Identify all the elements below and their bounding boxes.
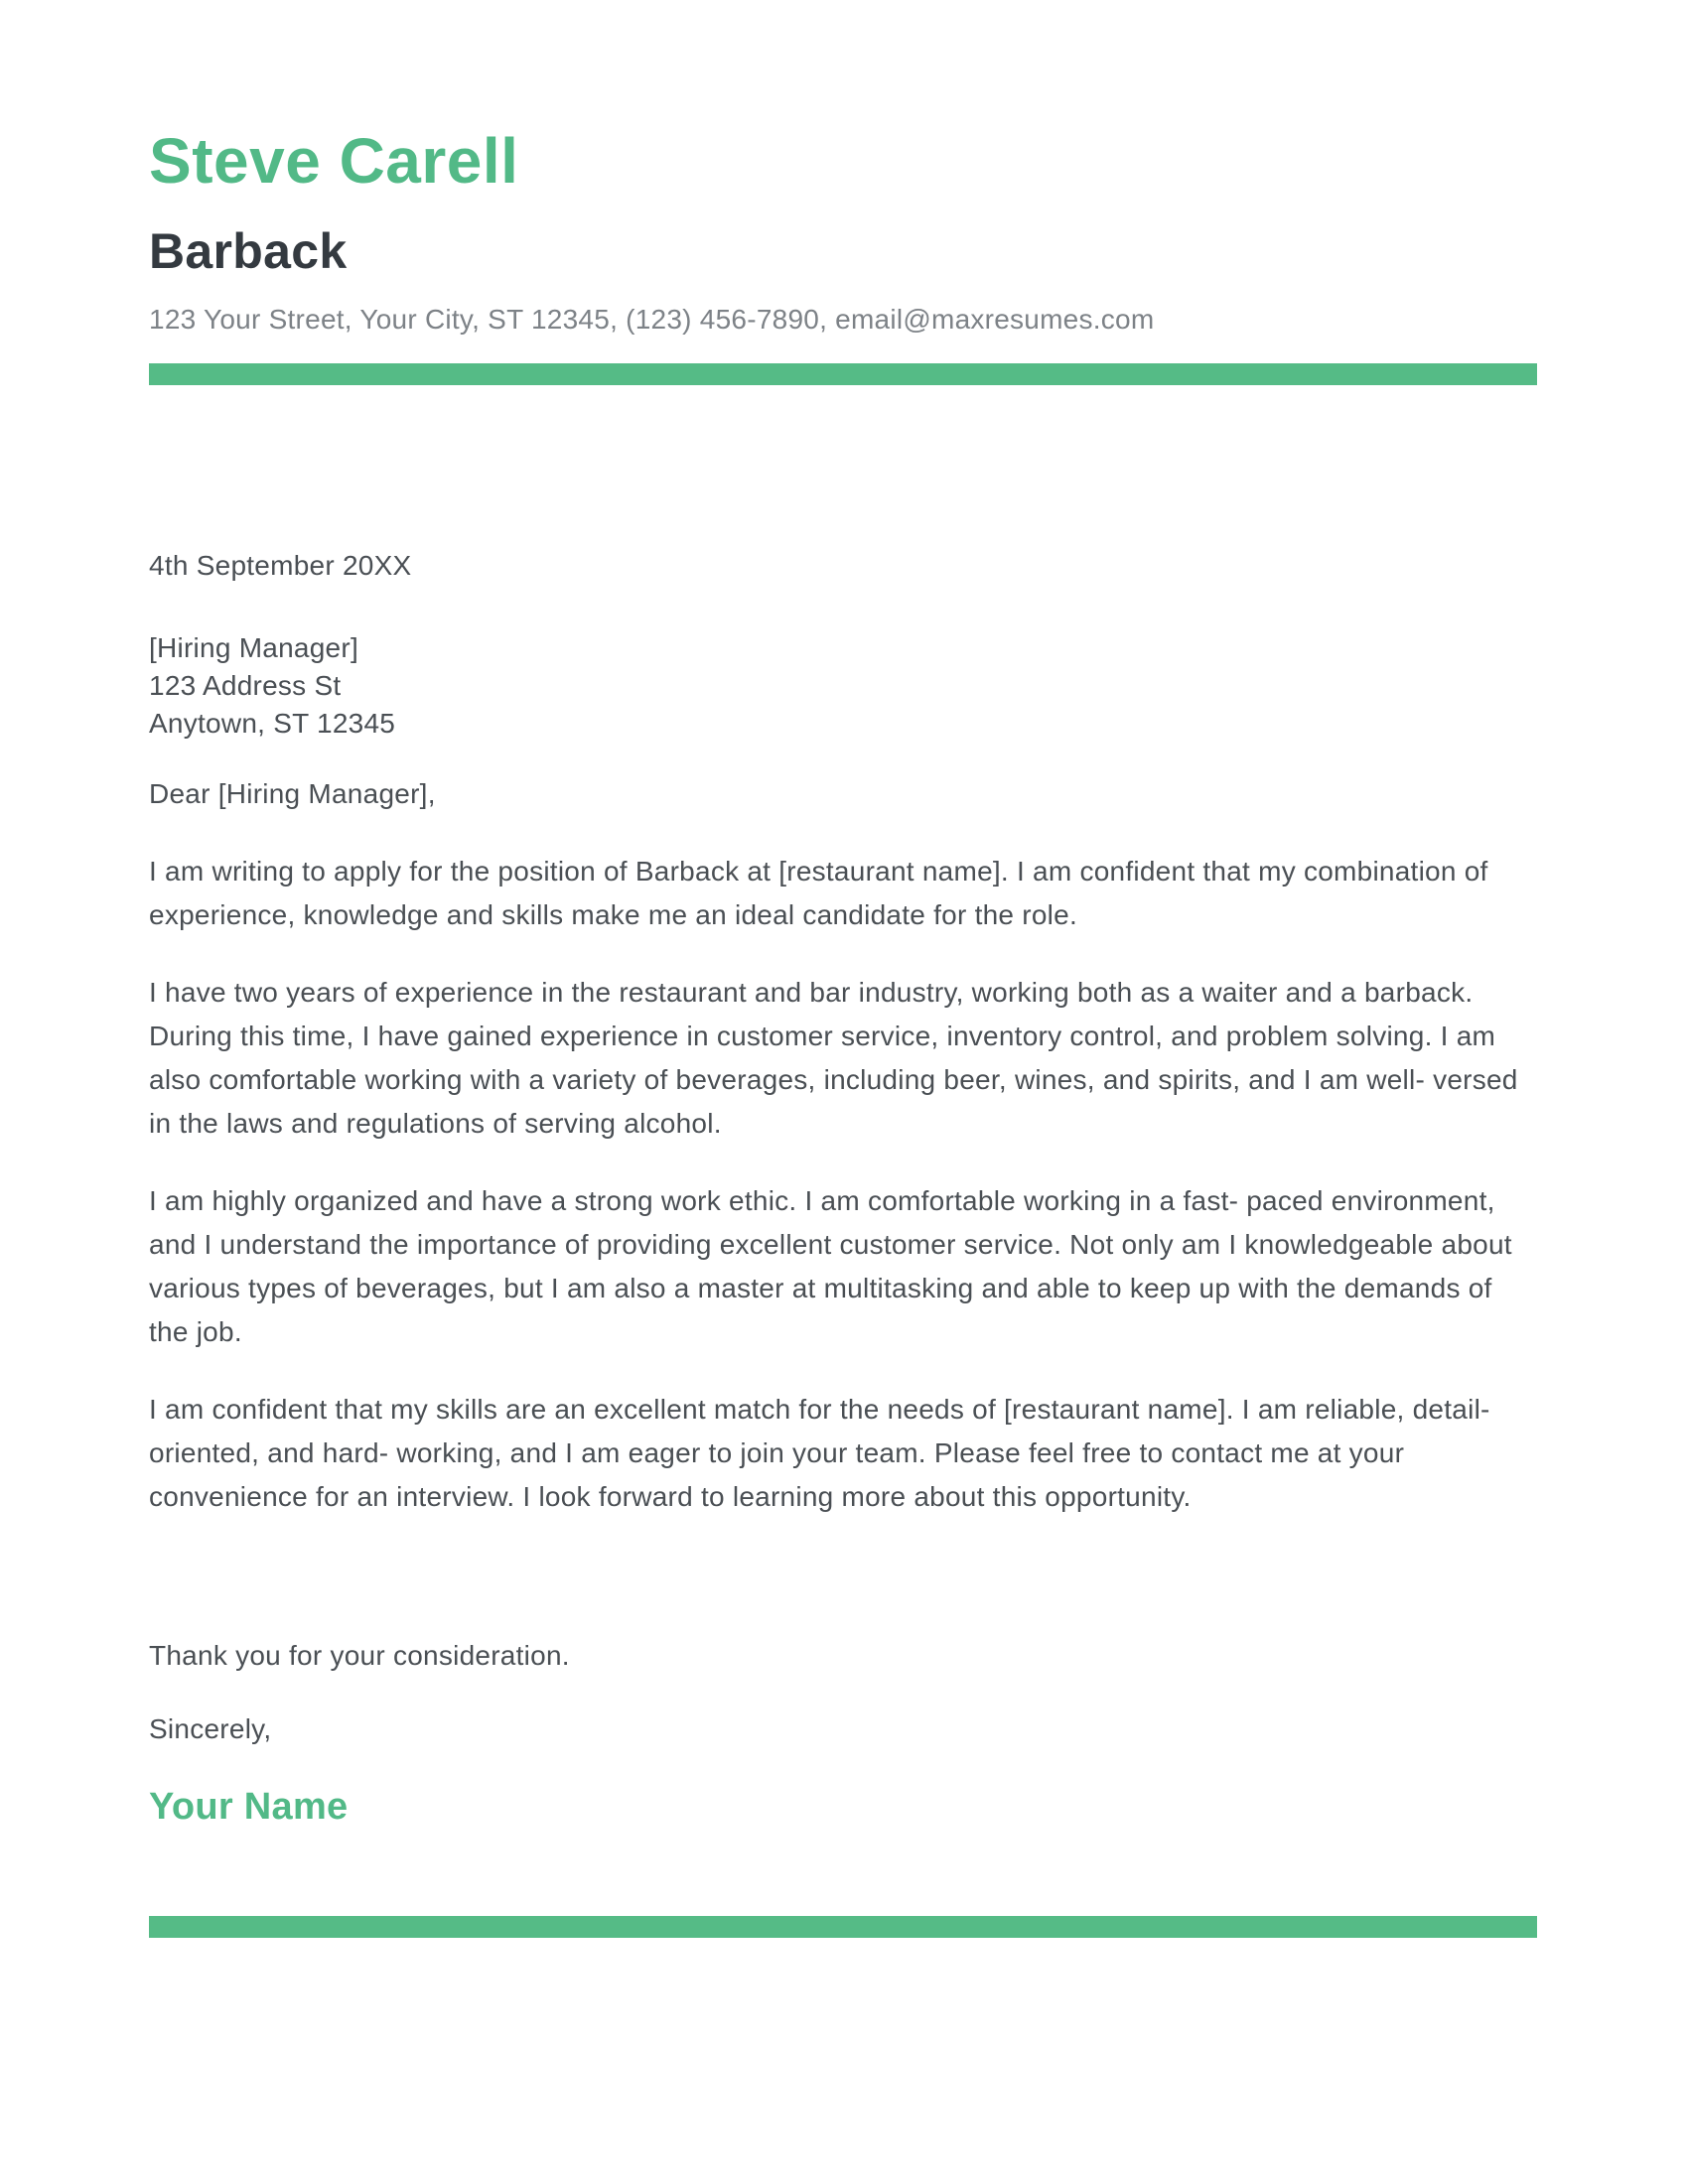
salutation: Dear [Hiring Manager],: [149, 778, 436, 809]
body-paragraph: I am confident that my skills are an excellent match for the needs of [restaurant name]. I am reliable, detail- oriented, and hard- working, and I am eager to join your team. Please feel free to contact me at your convenience for an interview. I look forward to learning more about this opportunity.: [149, 1394, 1490, 1512]
candidate-name: Steve Carell: [149, 125, 519, 197]
recipient-line: [Hiring Manager]: [149, 632, 358, 663]
recipient-line: Anytown, ST 12345: [149, 708, 396, 739]
divider-bar-top: [149, 363, 1537, 385]
thanks-line: Thank you for your consideration.: [149, 1640, 570, 1671]
divider-bar-bottom: [149, 1916, 1537, 1938]
letter-header: [149, 125, 1537, 385]
body-paragraph: I am highly organized and have a strong work ethic. I am comfortable working in a fast- paced environment, and I understand the importance of providing excellent customer service. Not only am I knowledgeable about various types of beverages, but I am also a master at multitasking and able to keep up with the demands of the job.: [149, 1185, 1512, 1347]
recipient-block: [149, 629, 1537, 743]
job-title: Barback: [149, 223, 348, 279]
body-paragraph: I am writing to apply for the position of Barback at [restaurant name]. I am confident that my combination of experience, knowledge and skills make me an ideal candidate for the role.: [149, 856, 1488, 930]
letter-date: 4th September 20XX: [149, 550, 412, 581]
signature-name: Your Name: [149, 1786, 349, 1828]
contact-line: 123 Your Street, Your City, ST 12345, (123) 456-7890, email@maxresumes.com: [149, 304, 1155, 335]
body-paragraph: I have two years of experience in the restaurant and bar industry, working both as a waiter and a barback. During this time, I have gained experience in customer service, inventory control, and problem solving. I am also comfortable working with a variety of beverages, including beer, wines, and spirits, and I am well- versed in the laws and regulations of serving alcohol.: [149, 977, 1518, 1139]
signoff: Sincerely,: [149, 1713, 272, 1744]
recipient-line: 123 Address St: [149, 670, 342, 701]
letter-body: [149, 544, 1537, 1829]
